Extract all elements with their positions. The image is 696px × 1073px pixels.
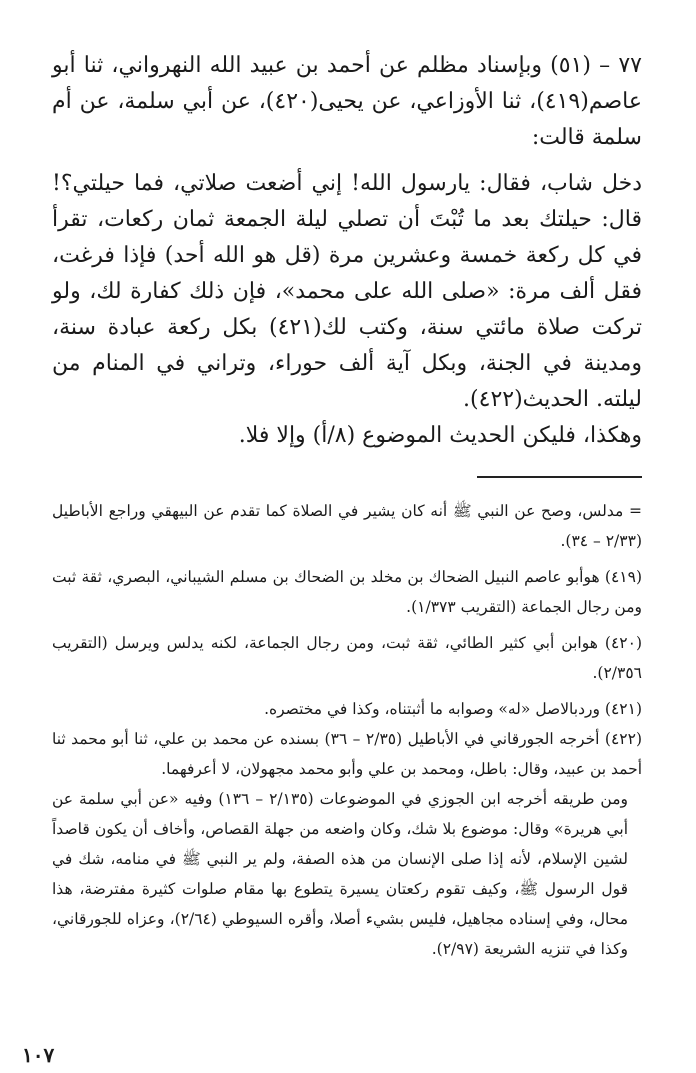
footnote-422: (٤٢٢) أخرجه الجورقاني في الأباطيل (٢/٣٥ – ٣٦) بسنده عن محمد بن علي، ثنا أبو محمد ثنا أحمد بن عبيد، وقال: باطل، ومحمد بن علي وأبو محمد مجهولان، لا أعرفهما. bbox=[52, 730, 643, 778]
footnote-continued: = مدلس، وصح عن النبي ﷺ أنه كان يشير في الصلاة كما تقدم عن البيهقي وراجع الأباطيل (٢/٣٣ – ٣٤). bbox=[52, 502, 642, 550]
main-text bbox=[52, 48, 642, 454]
footnote-420: (٤٢٠) هوابن أبي كثير الطائي، ثقة ثبت، ومن رجال الجماعة، لكنه يدلس ويرسل (التقريب ٢/٣٥٦). bbox=[52, 634, 642, 682]
document-page bbox=[52, 48, 642, 1048]
footnote-divider bbox=[477, 476, 642, 478]
footnote-419: (٤١٩) هوأبو عاصم النبيل الضحاك بن مخلد بن الضحاك بن مسلم الشيباني، البصري، ثقة ثبت ومن رجال الجماعة (التقريب ١/٣٧٣). bbox=[52, 568, 642, 616]
footnote-422-continued: ومن طريقه أخرجه ابن الجوزي في الموضوعات (٢/١٣٥ – ١٣٦) وفيه «عن أبي سلمة عن أبي هريرة» وقال: موضوع بلا شك، وكان واضعه من جهلة القصاص، وأخاف أن يكون قاصداً لشين الإسلام، لأنه إذا صلى الإنسان من هذه الصفة، ولم ير النبي ﷺ في منامه، شك في قول الرسول ﷺ، وكيف تقوم ركعتان يسيرة يتطوع بها مقام صلوات كثيرة مفترضة، هذا محال، وفي إسناده مجاهيل، فليس بشيء أصلا، وأقره السيوطي (٢/٦٤)، وعزاه للجورقاني، وكذا في تنزيه الشريعة (٢/٩٧). bbox=[52, 790, 628, 958]
footnotes-section bbox=[52, 496, 642, 964]
author-comment-paragraph: وهكذا، فليكن الحديث الموضوع (٨/أ) وإلا فلا. bbox=[238, 423, 642, 448]
footnote-421: (٤٢١) وردبالاصل «له» وصوابه ما أثبتناه، وكذا في مختصره. bbox=[264, 700, 642, 718]
hadith-isnad-paragraph: ٧٧ – (٥١) وبإسناد مظلم عن أحمد بن عبيد الله النهرواني، ثنا أبو عاصم(٤١٩)، ثنا الأوزاعي، عن يحيى(٤٢٠)، عن أبي سلمة، عن أم سلمة قالت: bbox=[52, 53, 642, 150]
page-number: ١٠٧ bbox=[22, 1043, 55, 1067]
hadith-matn-paragraph: دخل شاب، فقال: يارسول الله! إني أضعت صلاتي، فما حيلتي؟! قال: حيلتك بعد ما تُبْتَ أن تصلي ليلة الجمعة ثمان ركعات، تقرأ في كل ركعة خمسة وعشرين مرة (قل هو الله أحد) فإذا فرغت، فقل ألف مرة: «صلى الله على محمد»، فإن ذلك كفارة لك، ولو تركت صلاة مائتي سنة، وكتب لك(٤٢١) بكل ركعة عبادة سنة، ومدينة في الجنة، وبكل آية ألف حوراء، وتراني في المنام من ليلته. الحديث(٤٢٢). bbox=[52, 171, 642, 412]
